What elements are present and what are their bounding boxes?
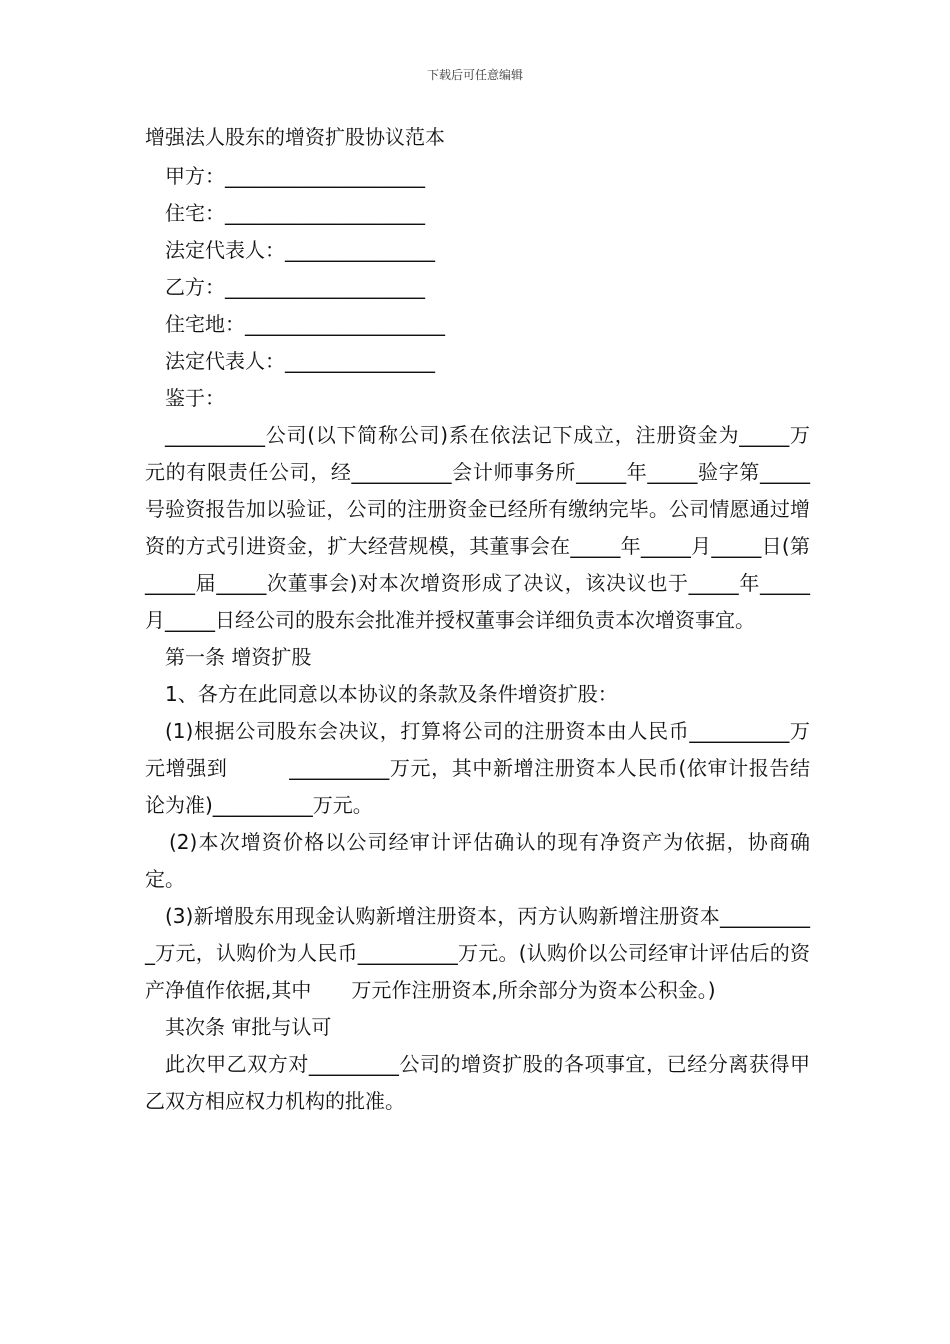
clause-3-paragraph: (3)新增股东用现金认购新增注册资本，丙方认购新增注册资本__________万元，认购价为人民币__________万元。(认购价以公司经审计评估后的资产净值作依据,其中 万元作注册资本,所余部分为资本公积金。) (145, 904, 810, 1002)
clause-2-paragraph: (2)本次增资价格以公司经审计评估确认的现有净资产为依据，协商确定。 (145, 830, 810, 891)
whereas-line: 鉴于： (165, 386, 225, 410)
article2-paragraph: 此次甲乙双方对_________公司的增资扩股的各项事宜，已经分离获得甲乙双方相应权力机构的批准。 (145, 1052, 810, 1113)
party-b-address-line: 住宅地：____________________ (165, 312, 445, 336)
party-a-address-line: 住宅：____________________ (165, 201, 425, 225)
document-title: 增强法人股东的增资扩股协议范本 (145, 125, 445, 149)
document-body (145, 116, 810, 1120)
party-b-line: 乙方：____________________ (165, 275, 425, 299)
page-header-note: 下载后可任意编辑 (426, 68, 523, 82)
article1-heading: 第一条 增资扩股 (165, 645, 312, 669)
party-a-legal-rep-line: 法定代表人：_______________ (165, 238, 435, 262)
clause-1-paragraph: (1)根据公司股东会决议，打算将公司的注册资本由人民币__________万元增强到 __________万元，其中新增注册资本人民币(依审计报告结论为准)__________万元。 (145, 719, 810, 817)
article1-item1: 1、各方在此同意以本协议的条款及条件增资扩股： (165, 682, 618, 706)
article2-heading: 其次条 审批与认可 (165, 1015, 332, 1039)
party-a-line: 甲方：____________________ (165, 164, 425, 188)
recital-paragraph: __________公司(以下简称公司)系在依法记下成立，注册资金为_____万元的有限责任公司，经__________会计师事务所_____年_____验字第_____号验资报告加以验证，公司的注册资金已经所有缴纳完毕。公司情愿通过增资的方式引进资金，扩大经营规模，其董事会在_____年_____月_____日(第_____届_____次董事会)对本次增资形成了决议，该决议也于_____年_____月_____日经公司的股东会批准并授权董事会详细负责本次增资事宜。 (145, 423, 810, 632)
party-b-legal-rep-line: 法定代表人：_______________ (165, 349, 435, 373)
